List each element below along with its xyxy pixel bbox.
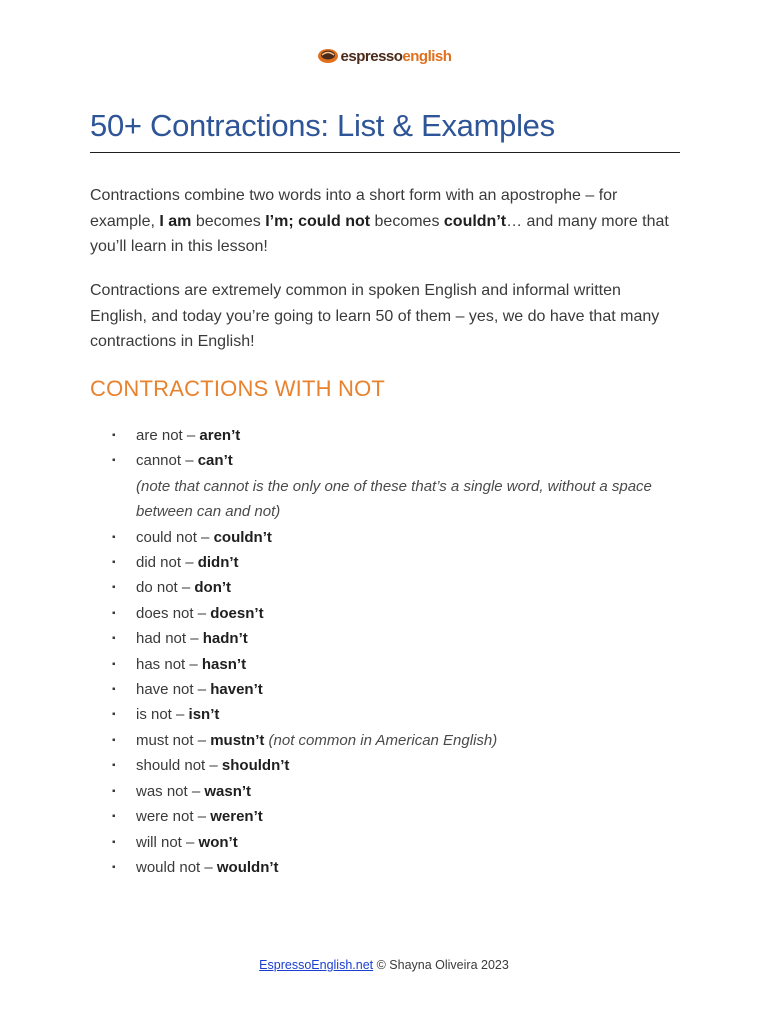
phrase-text: would not – <box>136 858 217 876</box>
phrase-text: do not – <box>136 579 195 597</box>
phrase-text: will not – <box>136 833 199 851</box>
phrase-text: have not – <box>136 681 211 699</box>
list-item <box>112 550 672 575</box>
contraction-text: wouldn’t <box>216 858 279 876</box>
section-heading: CONTRACTIONS WITH NOT <box>90 376 386 401</box>
bullet-icon: ▪ <box>112 734 116 746</box>
contraction-text: doesn’t <box>210 604 264 622</box>
footer-copyright: © Shayna Oliveira 2023 <box>373 958 509 972</box>
contraction-text: can’t <box>197 452 233 470</box>
contraction-text: hasn’t <box>201 655 247 673</box>
contraction-text: couldn’t <box>213 528 272 546</box>
bullet-icon: ▪ <box>112 836 116 848</box>
second-paragraph: Contractions are extremely common in spoken English and informal written English, and today you’re going to learn 50 of them – yes, we do have that many contractions in English! <box>90 282 660 350</box>
list-item <box>112 855 672 880</box>
contraction-text: mustn’t <box>210 731 265 749</box>
list-item <box>112 728 672 753</box>
list-item <box>112 804 672 829</box>
coffee-cup-icon <box>317 46 339 66</box>
contraction-text: isn’t <box>188 706 220 724</box>
bullet-icon: ▪ <box>112 633 116 645</box>
list-item <box>112 601 672 626</box>
logo-text: espressoenglish <box>340 47 452 65</box>
bullet-icon: ▪ <box>112 811 116 823</box>
intro-paragraph: Contractions combine two words into a short form with an apostrophe – for example, I am becomes I’m; could not becomes couldn’t… and many more that you’ll learn in this lesson! <box>90 187 669 255</box>
phrase-text: has not – <box>136 655 202 673</box>
phrase-text: was not – <box>136 782 205 800</box>
phrase-text: must not – <box>136 731 211 749</box>
list-item <box>112 753 672 778</box>
note-text: (note that cannot is the only one of these that’s a single word, without a space between can and not) <box>136 477 652 521</box>
phrase-text: are not – <box>136 427 200 444</box>
bullet-icon: ▪ <box>112 430 116 441</box>
bullet-icon: ▪ <box>112 607 116 619</box>
phrase-text: could not – <box>136 528 214 546</box>
contraction-text: aren’t <box>199 427 241 444</box>
list-item <box>112 525 672 550</box>
logo <box>0 46 768 66</box>
contraction-list <box>112 423 672 880</box>
list-item <box>112 652 672 677</box>
phrase-text: did not – <box>136 554 198 572</box>
note-text: (not common in American English) <box>268 731 498 749</box>
contraction-text: shouldn’t <box>221 757 290 775</box>
contraction-text: won’t <box>198 833 238 851</box>
phrase-text: were not – <box>136 808 211 826</box>
phrase-text: is not – <box>136 706 189 724</box>
contraction-text: didn’t <box>197 554 239 572</box>
bullet-icon: ▪ <box>112 709 116 721</box>
list-item <box>112 626 672 651</box>
bullet-icon: ▪ <box>112 684 116 696</box>
contraction-text: wasn’t <box>204 782 252 800</box>
bullet-icon: ▪ <box>112 658 116 670</box>
page-title: 50+ Contractions: List & Examples <box>90 108 680 153</box>
phrase-text: had not – <box>136 630 203 648</box>
list-item <box>112 575 672 600</box>
bullet-icon: ▪ <box>112 861 116 873</box>
bullet-icon: ▪ <box>112 582 116 594</box>
bullet-icon: ▪ <box>112 531 116 543</box>
bullet-icon: ▪ <box>112 785 116 797</box>
list-item <box>112 702 672 727</box>
list-item <box>112 677 672 702</box>
list-item <box>112 423 672 448</box>
footer <box>0 958 768 972</box>
list-item <box>112 448 672 524</box>
bullet-icon: ▪ <box>112 760 116 772</box>
footer-link[interactable]: EspressoEnglish.net <box>259 958 374 972</box>
bullet-icon: ▪ <box>112 455 116 467</box>
contraction-text: haven’t <box>210 681 263 699</box>
list-item <box>112 779 672 804</box>
contraction-text: hadn’t <box>202 630 248 648</box>
list-item <box>112 830 672 855</box>
phrase-text: does not – <box>136 604 211 622</box>
contraction-text: weren’t <box>210 808 263 826</box>
phrase-text: cannot – <box>136 452 198 470</box>
contraction-text: don’t <box>194 579 232 597</box>
bullet-icon: ▪ <box>112 557 116 569</box>
phrase-text: should not – <box>136 757 222 775</box>
